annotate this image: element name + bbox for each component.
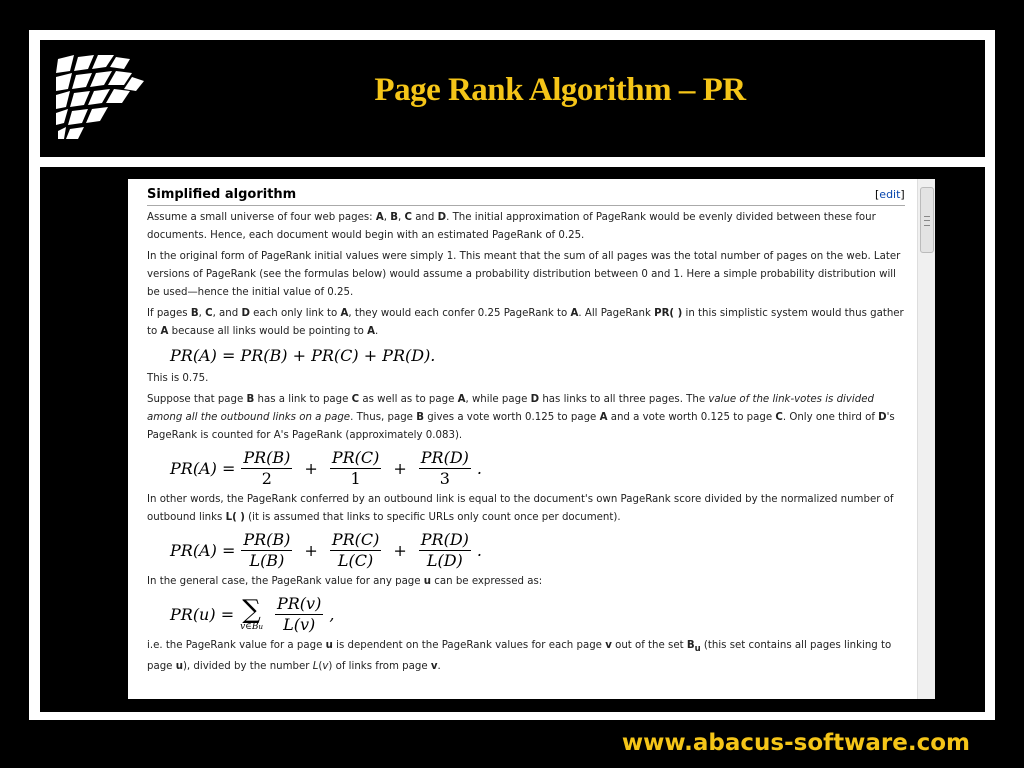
paragraph-6: In other words, the PageRank conferred by an outbound link is equal to the document's own PageRank score divided by the normalized number of outbound links L( ) (it is assumed that links to specific URLs only count once per document). xyxy=(147,494,894,523)
scroll-grip-icon xyxy=(924,216,930,226)
edit-bracket-close: ] xyxy=(900,188,905,201)
paragraph-4: This is 0.75. xyxy=(147,373,209,384)
scrollbar-thumb[interactable] xyxy=(920,187,934,253)
article-content xyxy=(147,209,911,679)
paragraph-7: In the general case, the PageRank value for any page u can be expressed as: xyxy=(147,576,543,587)
section-heading: Simplified algorithm xyxy=(147,187,297,202)
vertical-scrollbar[interactable] xyxy=(917,179,935,699)
article-screenshot xyxy=(128,179,935,699)
heading-divider xyxy=(147,205,905,206)
paragraph-1: Assume a small universe of four web pages: A, B, C and D. The initial approximation of PageRank would be evenly divided between these four documents. Hence, each document would begin with an estimated PageRank of 0.25. xyxy=(147,212,876,241)
edit-bracket-open: [ xyxy=(875,188,880,201)
formula-fraction-links: PR(A) = $\frac{PR(B)}{L(B)}$ + $\frac{PR(C)}{L(C)}$ + $\frac{PR(D)}{L(D)}$ . xyxy=(170,530,482,570)
paragraph-8: i.e. the PageRank value for a page u is dependent on the PageRank values for each page v out of the set $B_u$ (this set contains all pages linking to page u), divided by the number L(v) of links from page v. xyxy=(147,640,892,673)
slide-title: Page Rank Algorithm – PR xyxy=(374,72,746,108)
footer-url[interactable]: www.abacus-software.com xyxy=(621,730,970,756)
formula-fraction-counts: PR(A) = $\frac{PR(B)}{2}$ + $\frac{PR(C)}{1}$ + $\frac{PR(D)}{3}$ . xyxy=(170,448,482,488)
edit-link[interactable]: edit xyxy=(879,188,901,201)
edit-link-container xyxy=(875,188,905,201)
formula-sum: PR(A) = PR(B) + PR(C) + PR(D). xyxy=(170,346,436,365)
paragraph-5: Suppose that page B has a link to page C as well as to page A, while page D has links to all three pages. The value of the link-votes is divided among all the outbound links on a page. Thus, page B gives a vote worth 0.125 to page A and a vote worth 0.125 to page C. Only one third of D's PageRank is counted for A's PageRank (approximately 0.083). xyxy=(147,394,895,441)
formula-general: PR(u) = ∑ v∈Bu $\frac{PR(v)}{L(v)}$ , xyxy=(170,594,335,634)
paragraph-3: If pages B, C, and D each only link to A, they would each confer 0.25 PageRank to A. All PageRank PR( ) in this simplistic system would thus gather to A because all links would be pointing to A. xyxy=(147,308,904,337)
paragraph-2: In the original form of PageRank initial values were simply 1. This meant that the sum of all pages was the total number of pages on the web. Later versions of PageRank (see the formulas below) would assume a probability distribution between 0 and 1. Here a simple probability distribution will be used—hence the initial value of 0.25. xyxy=(147,251,901,298)
abacus-logo-icon xyxy=(54,53,146,141)
